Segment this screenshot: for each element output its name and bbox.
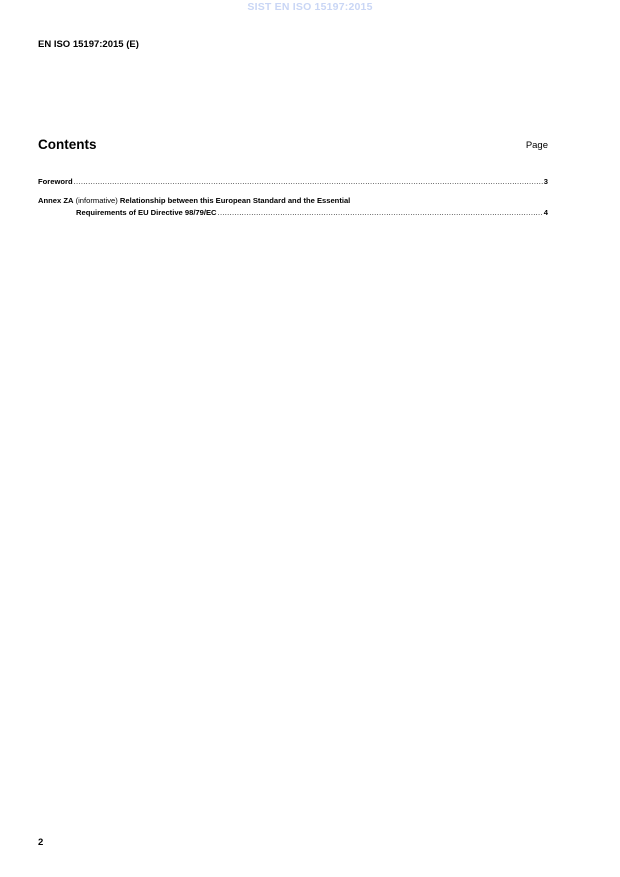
toc-entry-annex-za[interactable]: [38, 196, 350, 205]
toc-entry-title: Foreword: [38, 177, 73, 186]
annex-title-line2: Requirements of EU Directive 98/79/EC: [76, 208, 217, 217]
toc-entry-foreword[interactable]: [38, 177, 548, 186]
page-column-label: Page: [525, 140, 548, 151]
document-identifier: EN ISO 15197:2015 (E): [38, 39, 139, 50]
annex-title-line1: Relationship between this European Standard and the Essential: [119, 196, 351, 205]
toc-entry-page: 3: [543, 177, 548, 186]
annex-prefix: Annex ZA: [38, 196, 74, 205]
toc-dot-leader: [74, 177, 543, 186]
page-number: 2: [38, 837, 44, 848]
watermark: SIST EN ISO 15197:2015: [247, 1, 373, 13]
toc-entry-annex-za-continuation[interactable]: [76, 208, 548, 217]
contents-heading: Contents: [38, 137, 97, 152]
annex-qualifier: (informative): [75, 196, 118, 205]
toc-entry-page: 4: [543, 208, 548, 217]
toc-dot-leader: [218, 208, 543, 217]
